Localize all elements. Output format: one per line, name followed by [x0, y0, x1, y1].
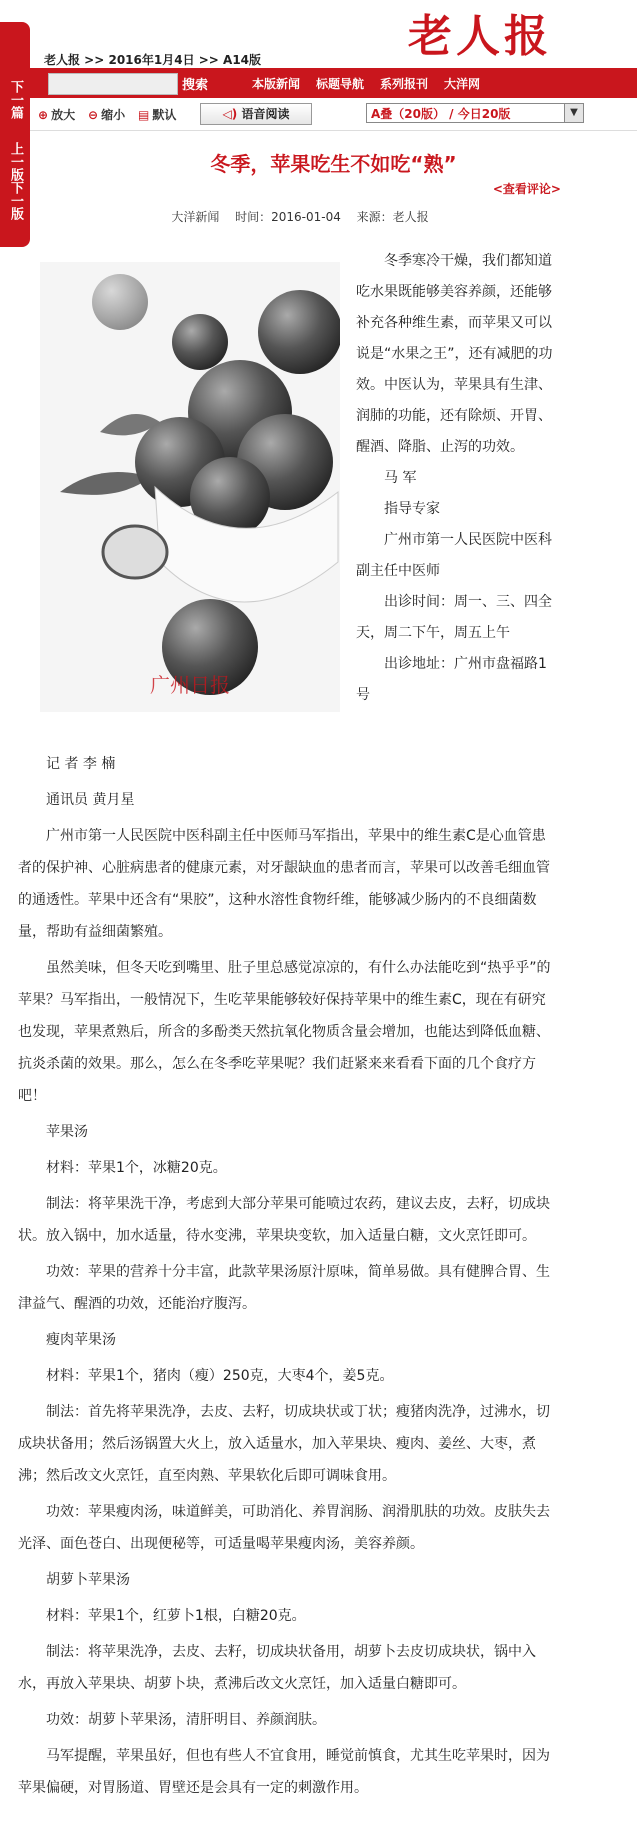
body-paragraph: 马军提醒，苹果虽好，但也有些人不宜食用，睡觉前慎食，尤其生吃苹果时，因为苹果偏硬，对胃肠道、胃壁还是会具有一定的刺激作用。: [18, 1748, 550, 1796]
zoom-in-button[interactable]: [38, 106, 75, 123]
page-select[interactable]: [366, 103, 584, 123]
nav-item-dayoo[interactable]: 大洋网: [444, 77, 481, 91]
body-paragraph: 胡萝卜苹果汤: [46, 1572, 130, 1588]
nav-item-title-nav[interactable]: 标题导航: [316, 77, 365, 91]
body-paragraph: 材料：苹果1个，冰糖20克。: [46, 1160, 227, 1176]
voice-read-label: 语音阅读: [241, 107, 290, 121]
speaker-icon: ◁): [222, 107, 238, 121]
side-text: [356, 246, 556, 711]
body-paragraph: 功效：胡萝卜苹果汤，清肝明目、养颜润肤。: [46, 1712, 326, 1728]
nav-item-series[interactable]: 系列报刊: [380, 77, 429, 91]
page-select-value: A叠（20版） / 今日20版: [371, 107, 511, 121]
voice-read-button[interactable]: [200, 103, 312, 125]
body-paragraph: 苹果汤: [46, 1124, 88, 1140]
apples-image: [40, 262, 340, 712]
article-body: [18, 748, 558, 1808]
body-paragraph: 制法：将苹果洗干净，考虑到大部分苹果可能喷过农药，建议去皮，去籽，切成块状。放入锅中，加水适量，待水变沸，苹果块变软，加入适量白糖，文火烹饪即可。: [18, 1196, 550, 1244]
body-paragraph: 通讯员 黄月星: [46, 792, 135, 808]
side-paragraph: 冬季寒冷干燥，我们都知道吃水果既能够美容养颜，还能够补充各种维生素，而苹果又可以说是“水果之王”，还有减肥的功效。中医认为，苹果具有生津、润肺的功能，还有除烦、开胃、醒酒、降脂、止泻的功效。: [356, 253, 553, 455]
zoom-in-icon: ⊕: [38, 108, 49, 122]
breadcrumb: 老人报 >> 2016年1月4日 >> A14版: [44, 53, 262, 67]
article-title: 冬季，苹果吃生不如吃“熟”: [210, 152, 457, 176]
zoom-out-icon: ⊖: [88, 108, 99, 122]
newspaper-logo[interactable]: 老人报: [408, 11, 552, 62]
zoom-out-button[interactable]: [88, 106, 125, 123]
next-article-link[interactable]: 下一篇: [8, 80, 23, 119]
body-paragraph: 功效：苹果瘦肉汤，味道鲜美，可助消化、养胃润肠、润滑肌肤的功效。皮肤失去光泽、面色苍白、出现便秘等，可适量喝苹果瘦肉汤，美容养颜。: [18, 1504, 550, 1552]
body-paragraph: 材料：苹果1个，猪肉（瘦）250克，大枣4个，姜5克。: [46, 1368, 394, 1384]
search-input[interactable]: [48, 73, 178, 95]
article-meta: 大洋新闻 时间：2016-01-04 来源：老人报: [171, 210, 429, 224]
chevron-down-icon[interactable]: ▼: [564, 104, 583, 122]
body-paragraph: 瘦肉苹果汤: [46, 1332, 116, 1348]
nav-bar: [30, 68, 637, 98]
default-size-label: 默认: [152, 108, 177, 122]
side-paragraph: 出诊时间：周一、三、四全天，周二下午，周五上午: [356, 594, 552, 641]
body-paragraph: 功效：苹果的营养十分丰富，此款苹果汤原汁原味，简单易做。具有健脾合胃、生津益气、醒酒的功效，还能治疗腹泻。: [18, 1264, 550, 1312]
side-paragraph: 马 军: [384, 470, 417, 486]
document-icon: ▤: [138, 108, 150, 122]
body-paragraph: 广州市第一人民医院中医科副主任中医师马军指出，苹果中的维生素C是心血管患者的保护神、心脏病患者的健康元素，对牙龈缺血的患者而言，苹果可以改善毛细血管的通透性。苹果中还含有“果胶”，这种水溶性食物纤维，能够减少肠内的不良细菌数量，帮助有益细菌繁殖。: [18, 828, 550, 940]
default-size-button[interactable]: [138, 106, 176, 123]
body-paragraph: 材料：苹果1个，红萝卜1根，白糖20克。: [46, 1608, 306, 1624]
zoom-out-label: 缩小: [101, 108, 126, 122]
body-paragraph: 制法：将苹果洗净，去皮、去籽，切成块状备用，胡萝卜去皮切成块状，锅中入水，再放入苹果块、胡萝卜块，煮沸后改文火烹饪，加入适量白糖即可。: [18, 1644, 536, 1692]
body-paragraph: 制法：首先将苹果洗净，去皮、去籽，切成块状或丁状；瘦猪肉洗净，过沸水，切成块状备用；然后汤锅置大火上，放入适量水，加入苹果块、瘦肉、姜丝、大枣，煮沸；然后改文火烹饪，直至肉熟、苹果软化后即可调味食用。: [18, 1404, 550, 1484]
nav-item-page-news[interactable]: 本版新闻: [252, 77, 301, 91]
search-button[interactable]: 搜索: [182, 78, 209, 93]
photo-watermark: 广州日报: [150, 673, 230, 697]
header: [30, 0, 637, 68]
body-paragraph: 记 者 李 楠: [46, 756, 116, 772]
side-paragraph: 广州市第一人民医院中医科副主任中医师: [356, 532, 552, 579]
article-photo: [40, 262, 340, 712]
zoom-in-label: 放大: [51, 108, 76, 122]
prev-next-page-link[interactable]: 上一版下一版: [8, 142, 23, 220]
side-paragraph: 指导专家: [384, 501, 440, 517]
reading-toolbar: [30, 100, 637, 131]
side-paragraph: 出诊地址：广州市盘福路1号: [356, 656, 547, 703]
body-paragraph: 虽然美味，但冬天吃到嘴里、肚子里总感觉凉凉的，有什么办法能吃到“热乎乎”的苹果？马军指出，一般情况下，生吃苹果能够较好保持苹果中的维生素C，现在有研究也发现，苹果煮熟后，所含的多酚类天然抗氧化物质含量会增加，也能达到降低血糖、抗炎杀菌的效果。那么，怎么在冬季吃苹果呢？我们赶紧来来看看下面的几个食疗方吧！: [18, 960, 551, 1104]
view-comments-link[interactable]: <查看评论>: [492, 182, 561, 196]
